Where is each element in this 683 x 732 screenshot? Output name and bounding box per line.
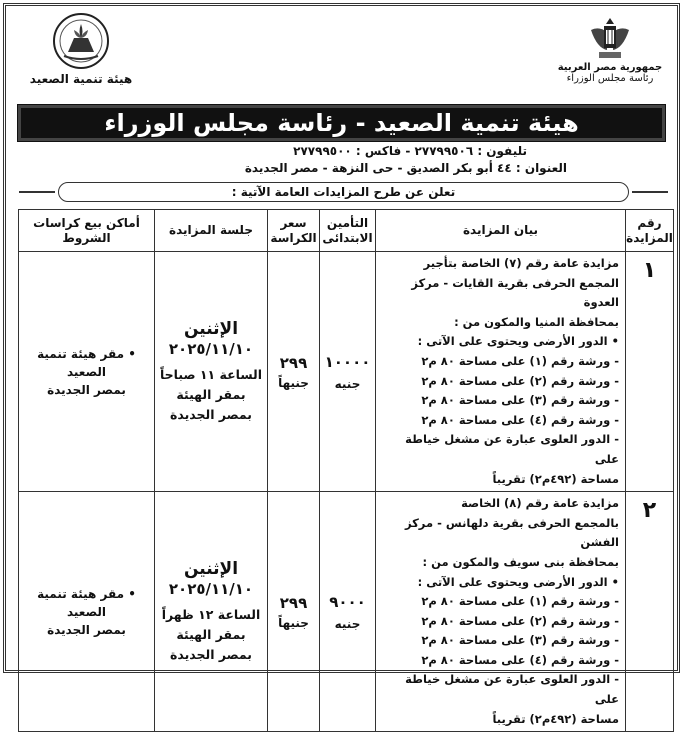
place-line1: • مقر هيئة تنمية الصعيد [19, 585, 154, 621]
desc-line: • الدور الأرضى ويحتوى على الآتى : [380, 332, 619, 352]
session-day: الإثنين [183, 558, 239, 579]
authority-logo-icon [52, 12, 110, 70]
session-date: ٢٠٢٥/١١/١٠ [168, 339, 254, 358]
desc-line: - ورشة رقم (١) على مساحة ٨٠ م٢ [380, 352, 619, 372]
auction-description [376, 252, 626, 492]
authority-logo-block [26, 12, 136, 86]
session-city: بمصر الجديدة [169, 646, 253, 662]
session-time: الساعة ١٢ ظهراً [161, 606, 261, 622]
desc-line: مساحة (٤٩٢م٢) تقريباً [492, 471, 619, 486]
desc-line: • الدور الأرضى ويحتوى على الآتى : [380, 573, 619, 593]
fee-cell [268, 252, 320, 492]
place-cell [19, 252, 155, 492]
insurance-value: ١٠٠٠٠ [324, 352, 371, 371]
auction-number: ١ [626, 252, 674, 492]
desc-line: - ورشة رقم (١) على مساحة ٨٠ م٢ [380, 592, 619, 612]
session-venue: بمقر الهيئة [176, 626, 246, 642]
desc-line: المجمع الحرفى بقرية القايات - مركز العدوة [411, 275, 619, 310]
fee-value: ٢٩٩ [279, 353, 308, 372]
gov-line1: جمهورية مصر العربية [557, 62, 663, 73]
session-cell [155, 492, 268, 732]
gov-line2: رئاسة مجلس الوزراء [566, 73, 654, 84]
header-description: بيان المزايدة [376, 210, 626, 252]
desc-line: - ورشة رقم (٣) على مساحة ٨٠ م٢ [380, 631, 619, 651]
place-line1: • مقر هيئة تنمية الصعيد [19, 345, 154, 381]
contact-phone: تليفون : ٢٧٧٩٩٥٠٦ - فاكس : ٢٧٧٩٩٥٠٠ [293, 144, 527, 158]
desc-line: بمحافظة المنيا والمكون من : [454, 314, 619, 329]
insurance-unit: جنيه [334, 616, 361, 631]
government-emblem-block [555, 16, 665, 84]
auction-table [18, 209, 674, 732]
place-line2: بمصر الجديدة [47, 382, 126, 397]
fee-unit: جنيهاً [278, 615, 309, 630]
page-title-banner: هيئة تنمية الصعيد - رئاسة مجلس الوزراء [18, 105, 665, 141]
desc-line: - ورشة رقم (٢) على مساحة ٨٠ م٢ [380, 372, 619, 392]
table-row [19, 492, 674, 732]
desc-line: - الدور العلوى عبارة عن مشغل خياطة على [380, 670, 619, 709]
insurance-cell [320, 252, 376, 492]
desc-line: بالمجمع الحرفى بقرية دلهانس - مركز الفشن [404, 515, 619, 550]
table-row [19, 252, 674, 492]
desc-line: - ورشة رقم (٤) على مساحة ٨٠ م٢ [380, 411, 619, 431]
insurance-value: ٩٠٠٠ [329, 592, 366, 611]
session-cell [155, 252, 268, 492]
desc-line: بمحافظة بنى سويف والمكون من : [422, 554, 619, 569]
desc-line: مزايدة عامة رقم (٨) الخاصة [461, 496, 619, 511]
desc-line: - ورشة رقم (٣) على مساحة ٨٠ م٢ [380, 391, 619, 411]
fee-cell [268, 492, 320, 732]
fee-unit: جنيهاً [278, 375, 309, 390]
insurance-unit: جنيه [334, 376, 361, 391]
desc-line: - الدور العلوى عبارة عن مشغل خياطة على [380, 430, 619, 469]
place-cell [19, 492, 155, 732]
session-city: بمصر الجديدة [169, 406, 253, 422]
header-place: أماكن بيع كراسات الشروط [19, 210, 155, 252]
eagle-emblem-icon [589, 16, 631, 62]
header-number: رقم المزايدة [626, 210, 674, 252]
header-fee: سعر الكراسة [268, 210, 320, 252]
header-session: جلسة المزايدة [155, 210, 268, 252]
announcement-page [3, 3, 680, 726]
session-date: ٢٠٢٥/١١/١٠ [168, 579, 254, 598]
authority-name: هيئة تنمية الصعيد [29, 72, 133, 86]
header-insurance: التأمين الابتدائى [320, 210, 376, 252]
session-venue: بمقر الهيئة [176, 386, 246, 402]
session-day: الإثنين [183, 318, 239, 339]
auction-number: ٢ [626, 492, 674, 732]
contact-address: العنوان : ٤٤ أبو بكر الصديق - حى النزهة - مصر الجديدة [244, 161, 567, 175]
session-time: الساعة ١١ صباحاً [159, 366, 263, 382]
table-header-row [19, 210, 674, 252]
auction-description [376, 492, 626, 732]
insurance-cell [320, 492, 376, 732]
fee-value: ٢٩٩ [279, 593, 308, 612]
desc-line: مزايدة عامة رقم (٧) الخاصة بتأجير [423, 256, 619, 270]
place-line2: بمصر الجديدة [47, 622, 126, 637]
announcement-bar: تعلن عن طرح المزايدات العامة الآتية : [58, 182, 629, 202]
desc-line: مساحة (٤٩٢م٢) تقريباً [492, 711, 619, 726]
desc-line: - ورشة رقم (٢) على مساحة ٨٠ م٢ [380, 612, 619, 632]
desc-line: - ورشة رقم (٤) على مساحة ٨٠ م٢ [380, 651, 619, 671]
